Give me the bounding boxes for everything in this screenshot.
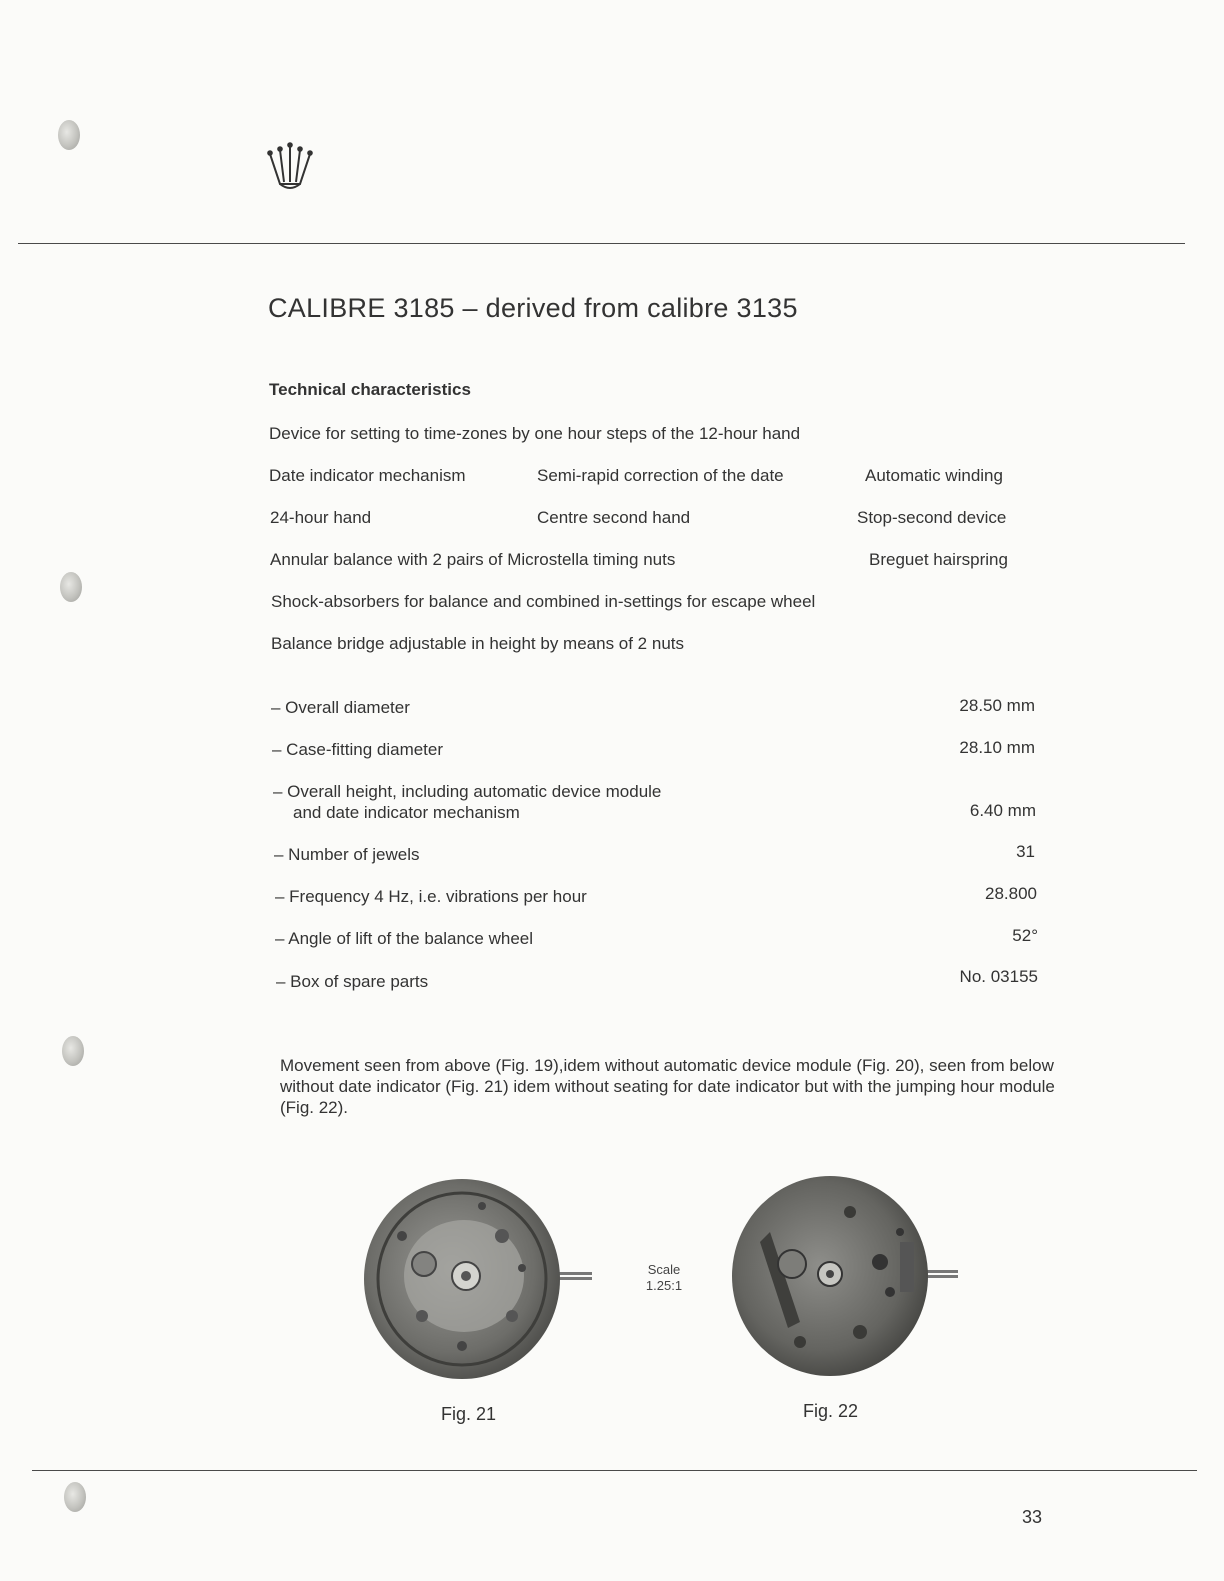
movement-image-fig22 <box>730 1172 962 1380</box>
spec-label: – Overall height, including automatic device module <box>273 782 662 801</box>
crown-logo-icon <box>262 140 318 196</box>
scale-text: Scale <box>647 1262 681 1277</box>
top-rule <box>18 243 1185 244</box>
spec-label: – Overall diameter <box>271 698 410 717</box>
tech-shock-absorbers: Shock-absorbers for balance and combined in-settings for escape wheel <box>271 592 816 611</box>
bottom-rule <box>32 1470 1197 1471</box>
tech-centre-second: Centre second hand <box>537 508 691 527</box>
figure-21-caption: Fig. 21 <box>441 1404 497 1424</box>
tech-balance-bridge: Balance bridge adjustable in height by means of 2 nuts <box>271 634 684 653</box>
spec-value: 52° <box>1012 926 1038 945</box>
binder-hole <box>64 1482 86 1512</box>
tech-breguet: Breguet hairspring <box>869 550 1008 569</box>
spec-value: No. 03155 <box>959 967 1038 986</box>
spec-value: 28.800 <box>985 884 1037 903</box>
scale-ratio: 1.25:1 <box>645 1278 683 1293</box>
spec-value: 31 <box>1016 842 1035 861</box>
scale-label <box>634 1262 694 1294</box>
binder-hole <box>60 572 82 602</box>
technical-heading: Technical characteristics <box>269 380 471 399</box>
spec-label: – Box of spare parts <box>276 972 429 991</box>
figure-22-caption: Fig. 22 <box>803 1401 859 1421</box>
binder-hole <box>62 1036 84 1066</box>
movement-image-fig21 <box>362 1176 596 1382</box>
figures-description: Movement seen from above (Fig. 19),idem without automatic device module (Fig. 20), seen from below without date indicator (Fig. 21) idem without seating for date indicator but with the jumping hour module (Fig. 22). <box>280 1056 1055 1117</box>
spec-label: – Case-fitting diameter <box>272 740 444 759</box>
spec-value: 28.10 mm <box>959 738 1035 757</box>
tech-date-indicator: Date indicator mechanism <box>269 466 466 485</box>
spec-value: 6.40 mm <box>969 801 1036 820</box>
spec-value: 28.50 mm <box>959 696 1035 715</box>
tech-stop-second: Stop-second device <box>857 508 1007 527</box>
tech-24-hour-hand: 24-hour hand <box>270 508 372 527</box>
tech-automatic-winding: Automatic winding <box>865 466 1003 485</box>
page-title: CALIBRE 3185 – derived from calibre 3135 <box>268 293 798 323</box>
spec-label: – Angle of lift of the balance wheel <box>275 929 534 948</box>
spec-label-continued: and date indicator mechanism <box>293 803 520 822</box>
binder-hole <box>58 120 80 150</box>
tech-line-timezones: Device for setting to time-zones by one hour steps of the 12-hour hand <box>269 424 801 443</box>
page-number: 33 <box>1022 1507 1043 1527</box>
spec-label: – Frequency 4 Hz, i.e. vibrations per hour <box>275 887 587 906</box>
spec-label: – Number of jewels <box>274 845 420 864</box>
tech-annular-balance: Annular balance with 2 pairs of Microstella timing nuts <box>270 550 676 569</box>
tech-semi-rapid: Semi-rapid correction of the date <box>537 466 784 485</box>
